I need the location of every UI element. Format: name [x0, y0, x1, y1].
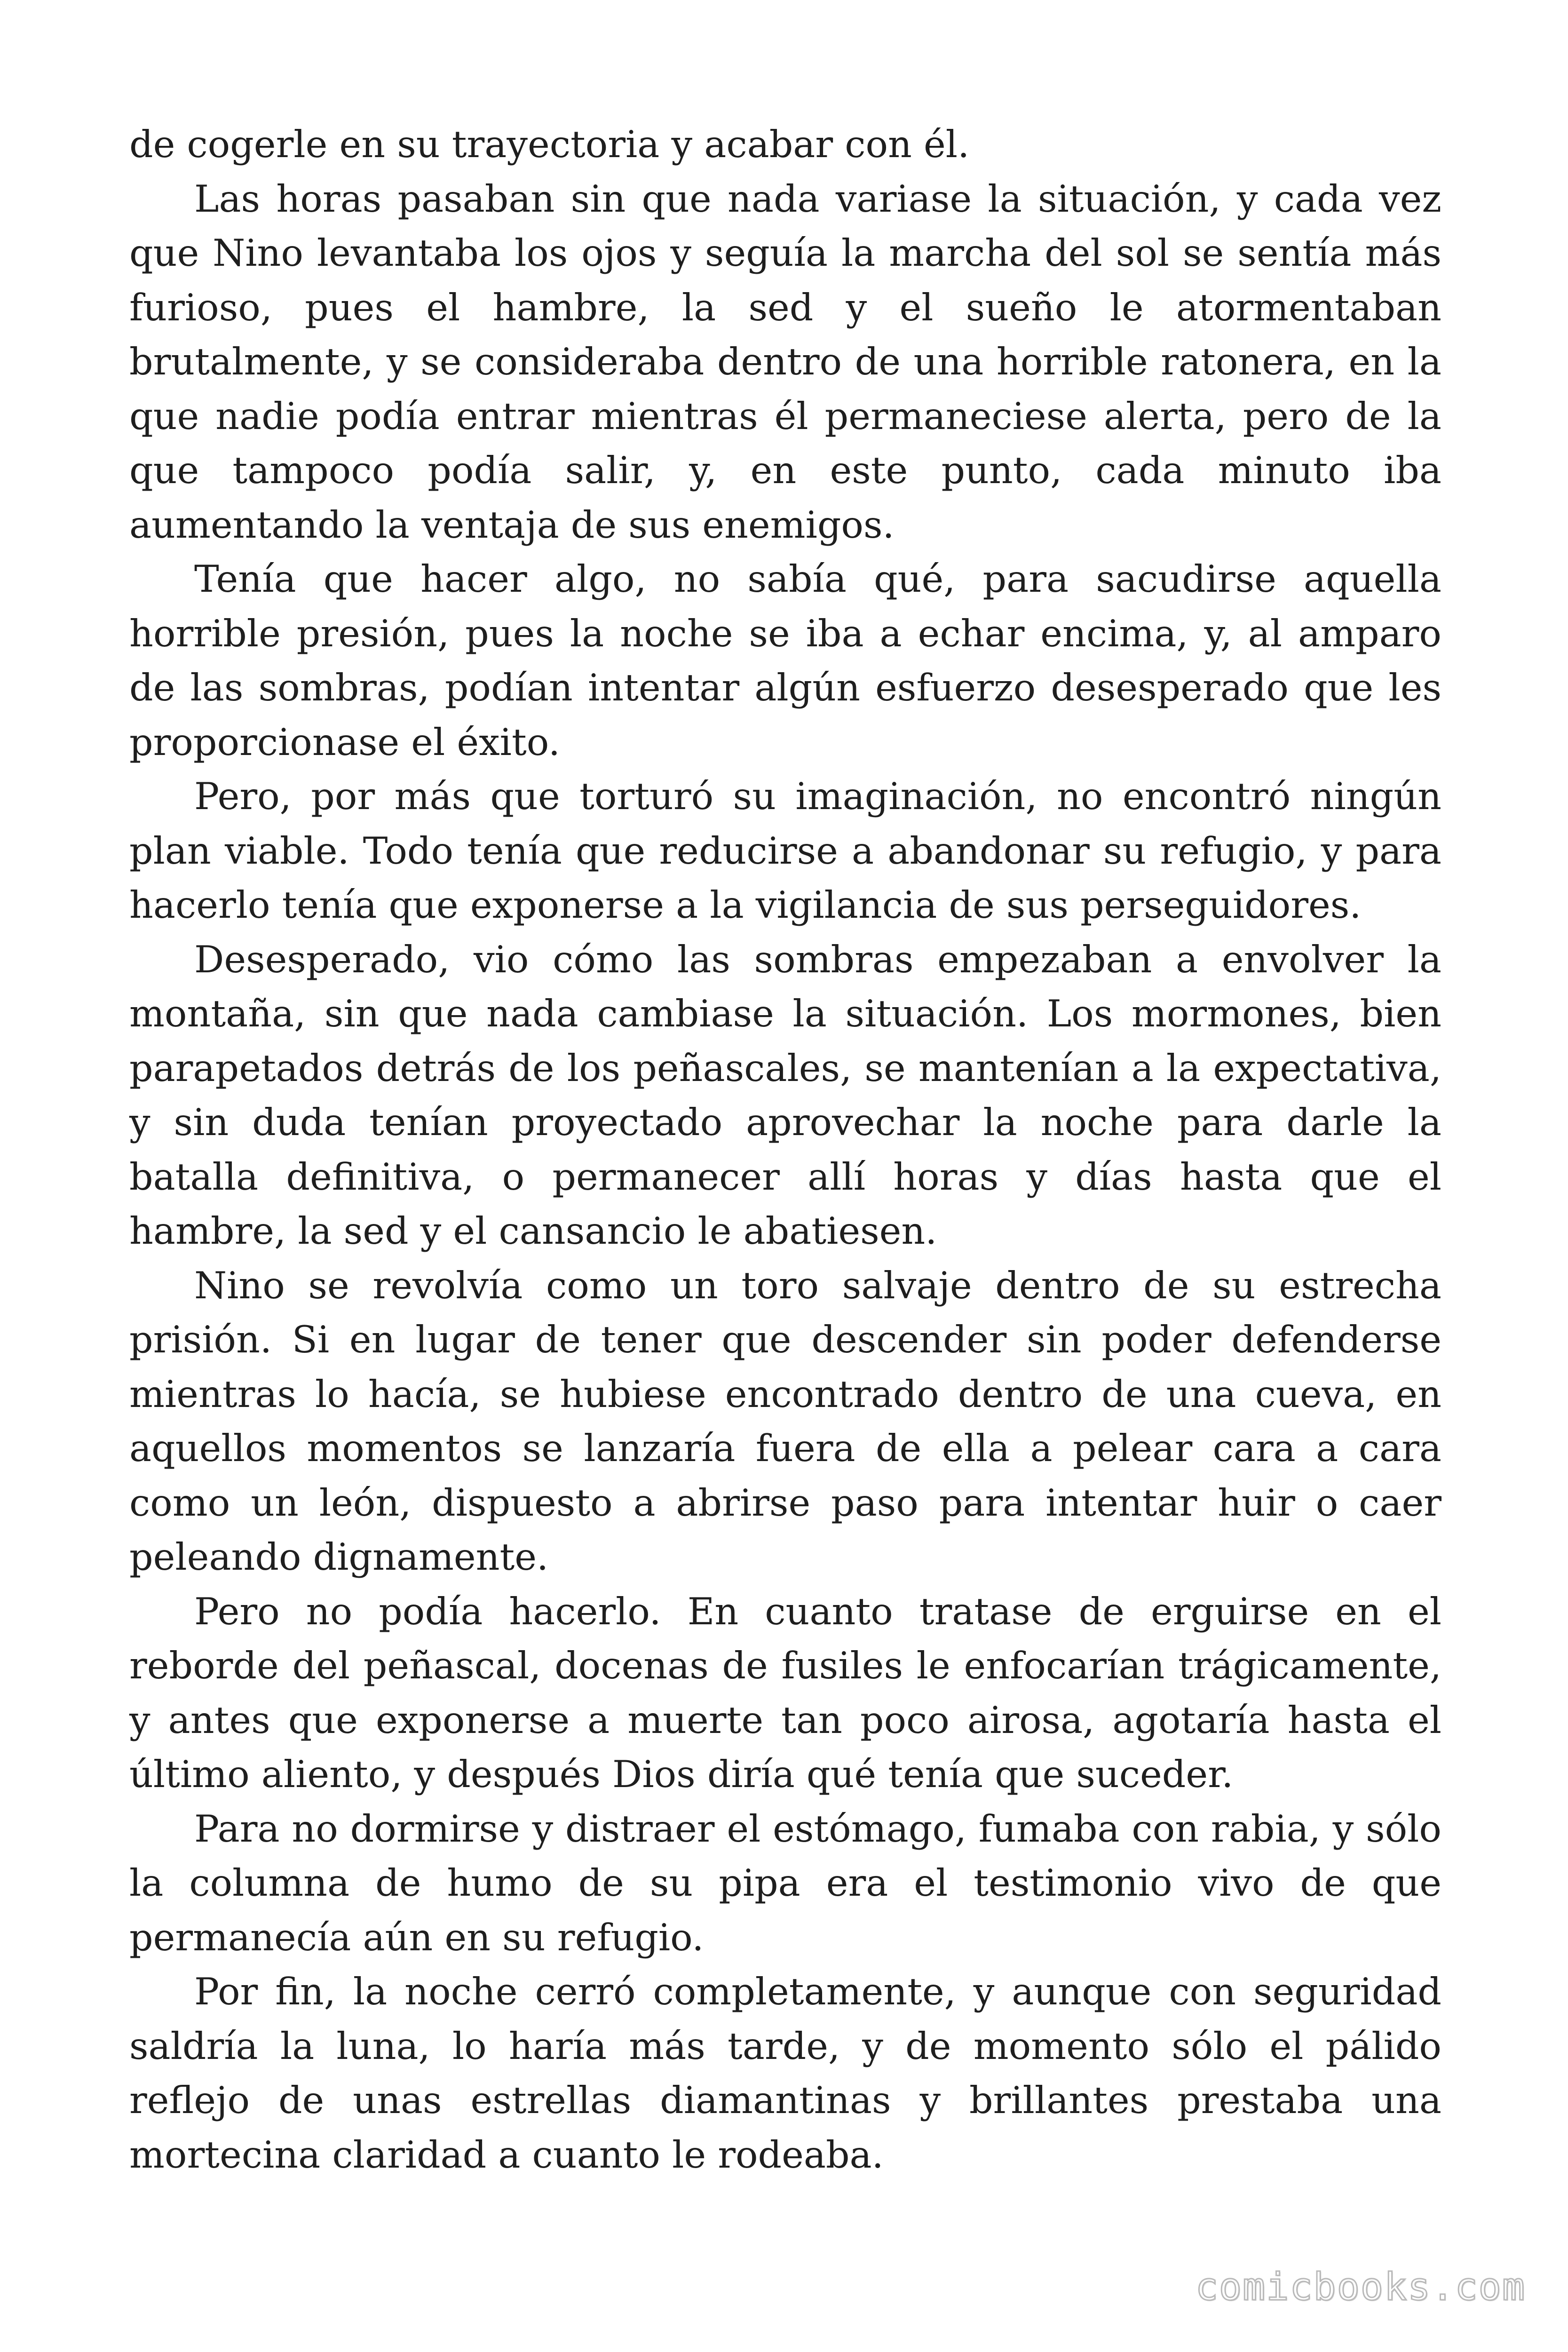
paragraph: Las horas pasaban sin que nada variase la situación, y cada vez que Nino levantaba los ojos y seguía la marcha del sol se sentía más furioso, pues el hambre, la sed y el sueño le atormentaban brutalmente, y se consideraba dentro de una horrible ratonera, en la que nadie podía entrar mientras él permaneciese alerta, pero de la que tampoco podía salir, y, en este punto, cada minuto iba aumentando la ventaja de sus enemigos. [129, 177, 1441, 547]
watermark: comicbooks.com [1195, 2265, 1526, 2309]
paragraph: Por fin, la noche cerró completamente, y aunque con seguridad saldría la luna, lo haría más tarde, y de momento sólo el pálido reflejo de unas estrellas diamantinas y brillantes prestaba una mortecina claridad a cuanto le rodeaba. [129, 1970, 1441, 2177]
paragraph: Desesperado, vio cómo las sombras empezaban a envolver la montaña, sin que nada cambiase la situación. Los mormones, bien parapetados detrás de los peñascales, se mantenían a la expectativa, y sin duda tenían proyectado aprovechar la noche para darle la batalla definitiva, o permanecer allí horas y días hasta que el hambre, la sed y el cansancio le abatiesen. [129, 938, 1441, 1253]
paragraph: Tenía que hacer algo, no sabía qué, para sacudirse aquella horrible presión, pues la noche se iba a echar encima, y, al amparo de las sombras, podían intentar algún esfuerzo desesperado que les proporcionase el éxito. [129, 557, 1441, 764]
paragraph: Pero, por más que torturó su imaginación, no encontró ningún plan viable. Todo tenía que reducirse a abandonar su refugio, y para hacerlo tenía que exponerse a la vigilancia de sus perseguidores. [129, 775, 1441, 927]
paragraph: Nino se revolvía como un toro salvaje dentro de su estrecha prisión. Si en lugar de tener que descender sin poder defenderse mientras lo hacía, se hubiese encontrado dentro de una cueva, en aquellos momentos se lanzaría fuera de ella a pelear cara a cara como un león, dispuesto a abrirse paso para intentar huir o caer peleando dignamente. [129, 1263, 1441, 1579]
paragraph: Pero no podía hacerlo. En cuanto tratase de erguirse en el reborde del peñascal, docenas de fusiles le enfocarían trágicamente, y antes que exponerse a muerte tan poco airosa, agotaría hasta el último aliento, y después Dios diría qué tenía que suceder. [129, 1589, 1441, 1796]
page-text [129, 118, 1441, 2182]
paragraph-continuation: de cogerle en su trayectoria y acabar con él. [129, 123, 970, 166]
paragraph: Para no dormirse y distraer el estómago, fumaba con rabia, y sólo la columna de humo de su pipa era el testimonio vivo de que permanecía aún en su refugio. [129, 1807, 1441, 1959]
